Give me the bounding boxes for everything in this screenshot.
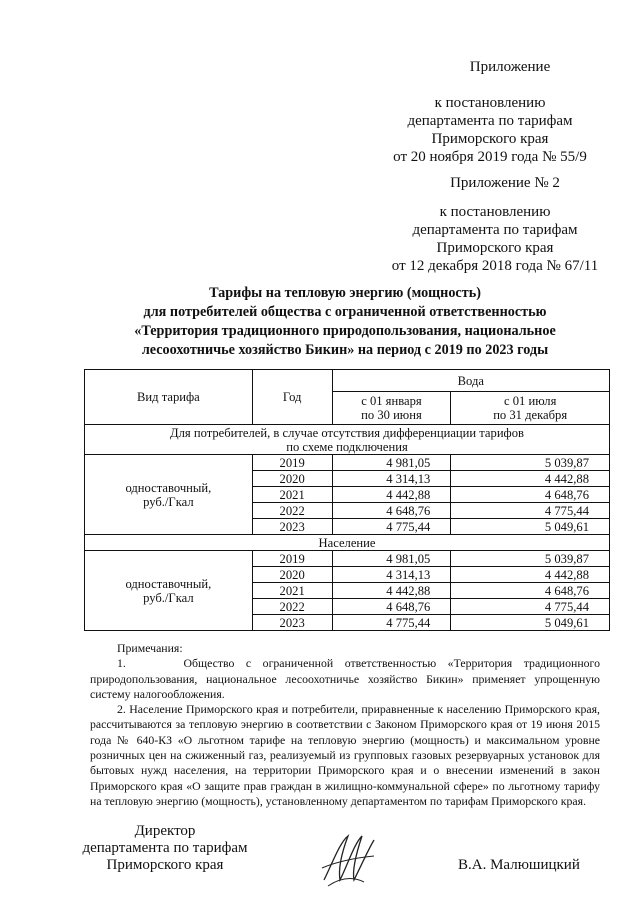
header-period-2-to: по 31 декабря [493,408,568,422]
rate-type-line-2: руб./Гкал [143,494,194,509]
appendix-date: от 20 ноября 2019 года № 55/9 [393,149,587,165]
section-general-line-2: по схеме подключения [286,439,408,454]
tariff-h1-cell: 4 981,05 [332,551,451,567]
year-cell: 2023 [252,615,332,631]
year-cell: 2020 [252,471,332,487]
tariff-h1-cell: 4 981,05 [332,455,451,471]
header-period-2-from: с 01 июля [503,394,557,408]
tariff-h2-cell: 5 049,61 [451,615,610,631]
appendix-region: Приморского края [431,131,549,147]
tariff-h2-cell: 4 442,88 [451,471,610,487]
document-title [60,284,630,360]
appendix2-label: Приложение № 2 [450,175,560,191]
header-period-1 [332,392,451,425]
title-line-4: лесоохотничье хозяйство Бикин» на период с 2019 по 2023 годы [141,342,549,358]
rate-type-cell [85,551,253,631]
header-period-1-to: по 30 июня [361,408,422,422]
tariff-h2-cell: 4 648,76 [451,583,610,599]
tariff-h1-cell: 4 775,44 [332,519,451,535]
section-population: Население [85,535,610,551]
notes-block [90,641,600,809]
tariff-h1-cell: 4 775,44 [332,615,451,631]
title-line-1: Тарифы на тепловую энергию (мощность) [209,285,481,301]
appendix2-date: от 12 декабря 2018 года № 67/11 [391,258,599,274]
appendix2-region: Приморского края [436,240,554,256]
tariff-h2-cell: 5 039,87 [451,455,610,471]
rate-type-line-1: одноставочный, [125,576,212,591]
title-line-2: для потребителей общества с ограниченной ответственностью [143,304,547,320]
year-cell: 2020 [252,567,332,583]
signatory-name: В.А. Малюшицкий [458,857,580,873]
header-period-2 [451,392,610,425]
header-period-1-from: с 01 января [361,394,422,408]
tariff-h1-cell: 4 442,88 [332,583,451,599]
year-cell: 2022 [252,503,332,519]
signatory-position-line-2: департамента по тарифам [82,840,248,856]
tariff-h2-cell: 4 648,76 [451,487,610,503]
header-year: Год [252,370,332,425]
rate-type-cell [85,455,253,535]
appendix2-dept: департамента по тарифам [412,222,578,238]
header-tariff-type: Вид тарифа [85,370,253,425]
section-general-line-1: Для потребителей, в случае отсутствия дифференциации тарифов [170,425,524,440]
note-1: 1. Общество с ограниченной ответственностью «Территория традиционного природопользования, национальное лесоохотничье хозяйство Бикин» применяет упрощенную систему налогообложения. [90,656,600,701]
appendix2-to: к постановлению [439,204,551,220]
year-cell: 2022 [252,599,332,615]
tariff-h1-cell: 4 314,13 [332,567,451,583]
year-cell: 2023 [252,519,332,535]
rate-type-line-1: одноставочный, [125,480,212,495]
notes-heading: Примечания: [117,641,183,655]
section-general [85,425,610,455]
year-cell: 2019 [252,455,332,471]
tariff-h2-cell: 5 039,87 [451,551,610,567]
tariff-h2-cell: 4 442,88 [451,567,610,583]
handwritten-signature [318,828,378,890]
appendix-to: к постановлению [434,95,546,111]
tariff-h1-cell: 4 442,88 [332,487,451,503]
tariff-h2-cell: 4 775,44 [451,599,610,615]
appendix-dept: департамента по тарифам [407,113,573,129]
title-line-3: «Территория традиционного природопользования, национальное [134,323,556,339]
signatory-position [70,823,260,874]
header-water: Вода [332,370,609,392]
tariff-table [84,369,610,631]
appendix2-decree-ref [380,203,610,275]
appendix-decree-ref [380,94,600,166]
tariff-h1-cell: 4 648,76 [332,599,451,615]
year-cell: 2021 [252,583,332,599]
tariff-h1-cell: 4 648,76 [332,503,451,519]
tariff-h2-cell: 4 775,44 [451,503,610,519]
appendix-label: Приложение [469,59,551,75]
year-cell: 2021 [252,487,332,503]
year-cell: 2019 [252,551,332,567]
note-2: 2. Население Приморского края и потребители, приравненные к населению Приморского края, рассчитываются за тепловую энергию в соответствии с Законом Приморского края от 19 июня 2015 года № 640-КЗ «О льготном тарифе на тепловую энергию (мощность) и максимальном уровне розничных цен на сжиженный газ, реализуемый из групповых газовых резервуарных установок для бытовых нужд населения, на территории Приморского края и о внесении изменений в закон Приморского края «О защите прав граждан в жилищно-коммунальной сфере» по льготному тарифу на тепловую энергию (мощность), установленному департаментом по тарифам Приморского края. [90,702,600,808]
rate-type-line-2: руб./Гкал [143,590,194,605]
tariff-h2-cell: 5 049,61 [451,519,610,535]
signatory-position-line-3: Приморского края [106,857,224,873]
tariff-h1-cell: 4 314,13 [332,471,451,487]
signatory-position-line-1: Директор [134,823,196,839]
